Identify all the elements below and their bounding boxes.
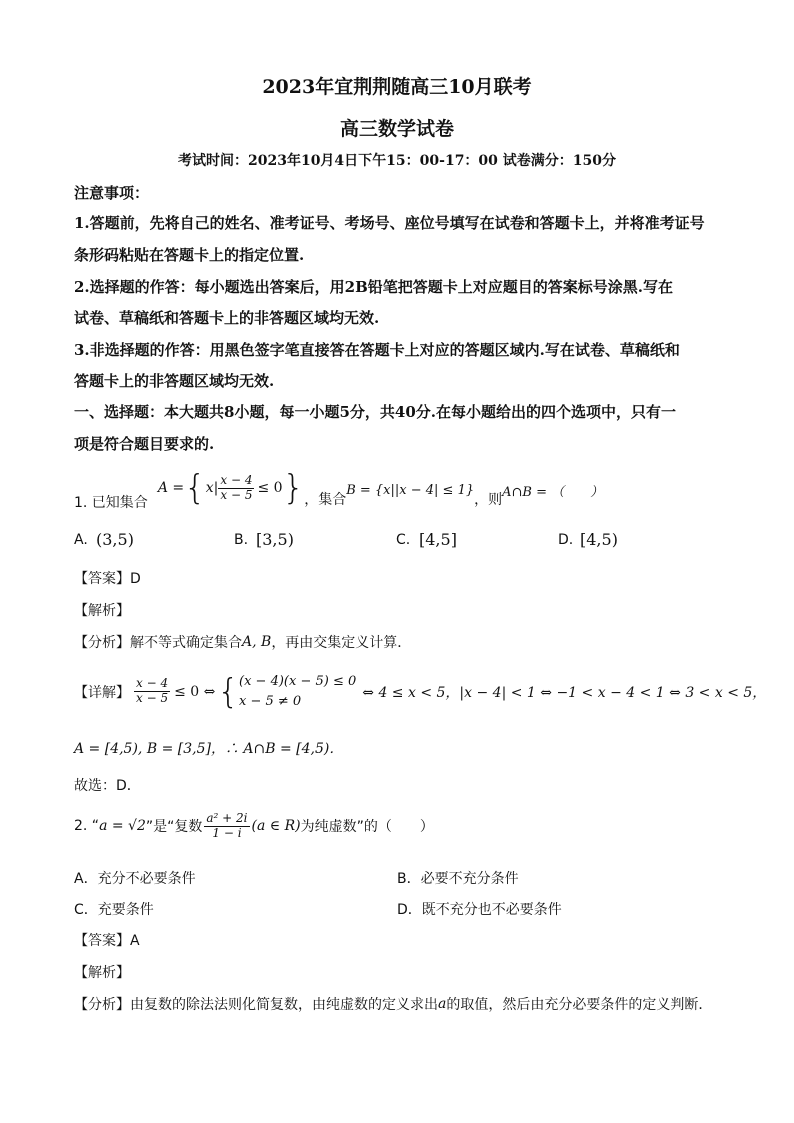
q2-fraction [204, 812, 249, 841]
q1-detail-fraction [134, 677, 170, 706]
q1-choose: 故选：D． [74, 778, 141, 794]
section-1-line-1: 一、选择题：本大题共8小题，每一小题5分，共40分.在每小题给出的四个选项中，只有一 [74, 403, 676, 421]
exam-info: 考试时间：2023年10月4日下午15：00-17：00 试卷满分：150分 [177, 153, 617, 169]
q2-option-a: A．充分不必要条件 [74, 871, 196, 887]
q2-cond: a = √2 [99, 818, 146, 835]
question-1-stem [74, 464, 603, 512]
q2-frac-num: a² + 2i [206, 811, 248, 825]
q1-analysis [74, 632, 411, 652]
q1-set-a-var: x| [205, 480, 219, 496]
q1-option-c: [4,5] [419, 530, 457, 549]
q1-detail-den: x − 5 [136, 691, 169, 705]
q1-analysis-a: 【分析】解不等式确定集合 [74, 635, 242, 651]
q1-detail-rel: ≤ 0 ⇔ [174, 683, 216, 700]
q1-options [74, 530, 724, 552]
q1-option-c-label: C. [396, 532, 411, 548]
q2-option-b: B．必要不充分条件 [397, 871, 519, 887]
question-2-stem [74, 812, 434, 841]
q1-set-b: B = {x||x − 4| ≤ 1} [346, 482, 475, 498]
q1-detail-line-2: A = [4,5), B = [3,5]，∴ A∩B = [4,5)． [74, 741, 344, 757]
q2-jiexi: 【解析】 [74, 965, 130, 981]
q1-lead: 1. 已知集合 [74, 495, 148, 511]
q2-option-c: C．充要条件 [74, 902, 154, 918]
notes-heading: 注意事项： [74, 184, 150, 202]
exam-title: 2023年宜荆荆随高三10月联考 [262, 76, 532, 98]
q2-frac-den: 1 − i [212, 825, 242, 840]
q1-analysis-vars: A, B [242, 634, 272, 650]
q1-frac-den: x − 5 [220, 487, 253, 502]
q1-option-a-label: A. [74, 532, 88, 548]
note-1-line-1: 1.答题前，先将自己的姓名、准考证号、考场号、座位号填写在试卷和答题卡上，并将准考证号 [74, 214, 705, 232]
q1-set-a-prefix: A = [157, 480, 185, 496]
q1-detail-system [239, 672, 356, 711]
q1-detail-system-1: (x − 4)(x − 5) ≤ 0 [239, 674, 357, 689]
q1-option-d-label: D. [558, 532, 574, 548]
note-2-line-1: 2.选择题的作答：每小题选出答案后，用2B铅笔把答题卡上对应题目的答案标号涂黑.写在 [74, 278, 674, 296]
q2-analysis [74, 994, 712, 1014]
q1-right-brace: } [282, 468, 305, 508]
q1-analysis-b: ，再由交集定义计算． [271, 635, 412, 651]
q1-frac-num: x − 4 [220, 472, 253, 487]
q2-answer: 【答案】A [74, 933, 140, 949]
q2-option-d: D．既不充分也不必要条件 [397, 902, 562, 918]
note-3-line-2: 答题卡上的非答题区域均无效. [74, 372, 275, 390]
exam-subtitle: 高三数学试卷 [339, 118, 454, 140]
q1-ask: A∩B = （ ） [502, 484, 604, 500]
q1-detail-brace: { [217, 671, 240, 712]
q1-option-a: (3,5) [96, 530, 134, 549]
q2-analysis-a: 【分析】由复数的除法法则化简复数，由纯虚数的定义求出 [74, 997, 438, 1013]
q1-set-a-fraction [218, 474, 254, 503]
q2-analysis-b: 的取值，然后由充分必要条件的定义判断． [446, 997, 713, 1013]
q1-option-b-label: B. [234, 532, 249, 548]
q1-option-d: [4,5) [580, 530, 618, 549]
note-2-line-2: 试卷、草稿纸和答题卡上的非答题区域均无效. [74, 309, 380, 327]
q1-detail-system-2: x − 5 ≠ 0 [239, 693, 302, 709]
q1-set-a-cond: ≤ 0 [257, 480, 283, 496]
q2-tail: 为纯虚数”的（ ） [300, 819, 434, 836]
q1-detail-rest: ⇔ 4 ≤ x < 5，|x − 4| < 1 ⇔ −1 < x − 4 < 1 ⇔ 3 < x < 5， [362, 684, 767, 701]
q2-lead: 2. “ [74, 818, 100, 835]
q1-answer: 【答案】D [74, 571, 141, 587]
q1-left-brace: { [184, 468, 206, 508]
section-1-line-2: 项是符合题目要求的. [74, 435, 215, 453]
q1-detail-line-1 [74, 672, 766, 711]
q2-mid: ”是“复数 [145, 819, 203, 836]
q1-mid: ，集合 [304, 492, 347, 508]
q2-analysis-var: a [438, 996, 447, 1012]
q1-detail-label: 【详解】 [74, 684, 130, 701]
note-3-line-1: 3.非选择题的作答：用黑色签字笔直接答在答题卡上对应的答题区域内.写在试卷、草稿纸和 [74, 341, 680, 359]
q2-domain: (a ∈ R) [251, 818, 301, 835]
q1-tail: ，则 [474, 492, 503, 508]
note-1-line-2: 条形码粘贴在答题卡上的指定位置. [74, 246, 305, 264]
q1-option-b: [3,5) [256, 530, 294, 549]
q1-detail-num: x − 4 [136, 676, 169, 691]
q1-jiexi: 【解析】 [74, 603, 130, 619]
